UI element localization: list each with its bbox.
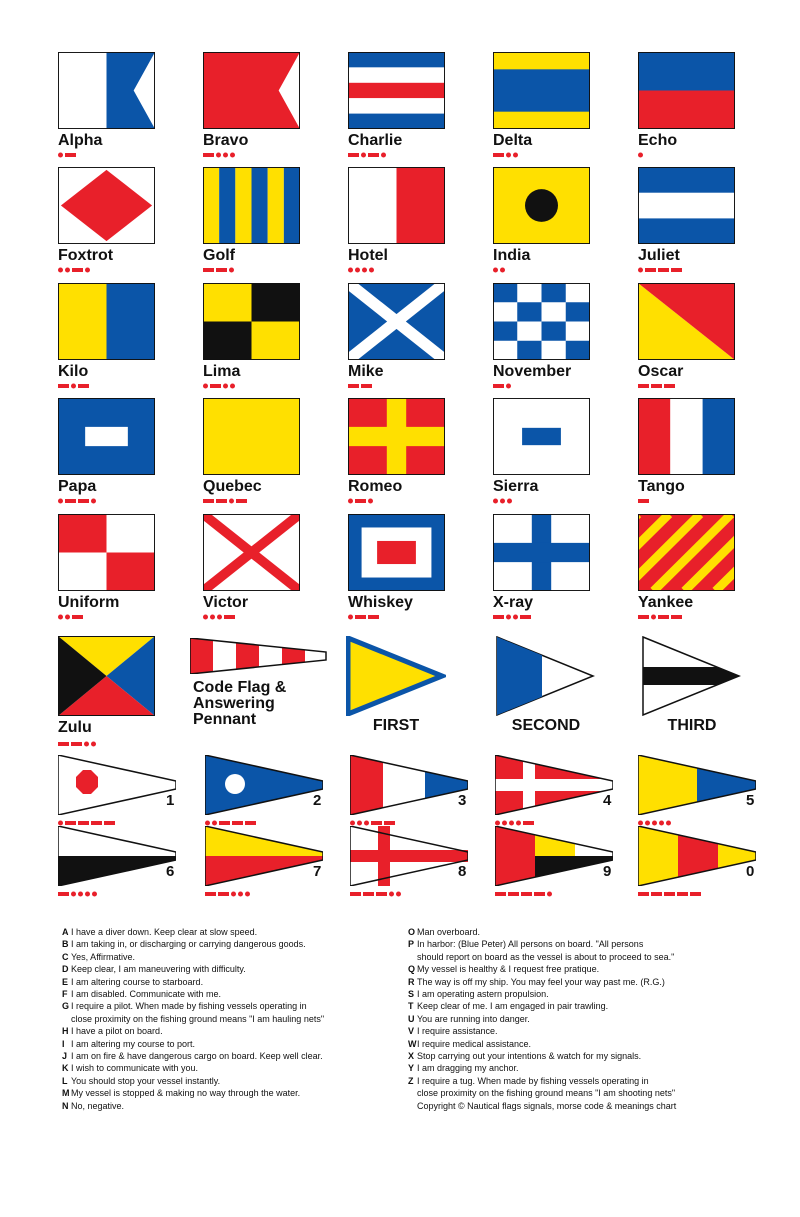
morse-o [638, 382, 686, 390]
meaning-letter: P [408, 939, 415, 950]
flag-november-icon [493, 283, 590, 360]
meaning-text: I am taking in, or discharging or carrying dangerous goods. [71, 939, 306, 950]
meaning-text: Man overboard. [417, 927, 481, 937]
numeral-pennant-9-icon [495, 826, 613, 886]
flag-name-label: Victor [203, 594, 249, 611]
meaning-text: I am operating astern propulsion. [417, 989, 549, 1000]
flag-echo-icon [638, 52, 735, 129]
meaning-text: I have a diver down. Keep clear at slow speed. [71, 927, 258, 937]
flag-name-label: Mike [348, 363, 384, 380]
meanings-left-column [62, 926, 402, 1112]
meaning-text: I am altering my course to port. [71, 1038, 196, 1049]
code-answering-pennant-icon [190, 638, 330, 674]
meaning-row [62, 1087, 402, 1099]
meaning-letter: H [62, 1026, 69, 1037]
substitute-first-label: FIRST [372, 717, 420, 734]
meaning-row [62, 1062, 402, 1074]
flag-oscar-icon [638, 283, 735, 360]
meaning-text: I am disabled. Communicate with me. [71, 989, 222, 1000]
meaning-letter: E [62, 976, 69, 987]
meaning-letter: Q [408, 964, 416, 975]
numeral-pennant-3-icon [350, 755, 468, 815]
morse-k [58, 382, 106, 390]
flag-alpha-icon [58, 52, 155, 129]
meaning-letter: T [408, 1001, 414, 1012]
meaning-letter: C [62, 951, 69, 962]
meaning-letter: S [408, 989, 415, 1000]
morse-h [348, 266, 410, 274]
morse-d [493, 151, 541, 159]
meaning-row [408, 1075, 768, 1087]
meaning-letter: K [62, 1063, 69, 1074]
meaning-row [62, 1100, 402, 1112]
flag-xray-icon [493, 514, 590, 591]
flag-yankee-icon [638, 514, 735, 591]
numeral-pennant-2-icon [205, 755, 323, 815]
flag-name-label: Golf [203, 247, 235, 264]
meaning-letter: G [62, 1001, 70, 1012]
morse-e [638, 151, 658, 159]
numeral-label: 4 [603, 792, 612, 809]
flag-india-icon [493, 167, 590, 244]
flag-name-label: Delta [493, 132, 533, 149]
substitute-third-label: THIRD [667, 717, 717, 734]
morse-a [58, 151, 92, 159]
morse-numeral-9 [495, 890, 571, 898]
flag-name-label: Sierra [493, 478, 539, 495]
morse-numeral-7 [205, 890, 281, 898]
morse-n [493, 382, 527, 390]
meaning-row [408, 1062, 768, 1074]
morse-x [493, 613, 555, 621]
flag-lima-icon [203, 283, 300, 360]
meaning-text: close proximity on the fishing ground means "I am hauling nets" [71, 1013, 325, 1024]
morse-l [203, 382, 265, 390]
flag-name-label: Charlie [348, 132, 403, 149]
meaning-row [62, 1038, 402, 1050]
meaning-row [408, 951, 768, 963]
flag-name-label: Alpha [58, 132, 103, 149]
meaning-row [62, 938, 402, 950]
meaning-row [62, 926, 402, 938]
flag-name-label: Quebec [203, 478, 262, 495]
meaning-text: Yes, Affirmative. [71, 951, 136, 962]
numeral-pennant-1-icon [58, 755, 176, 815]
numeral-label: 6 [166, 863, 175, 880]
meaning-text: My vessel is stopped & making no way through the water. [71, 1088, 301, 1099]
flag-mike-icon [348, 283, 445, 360]
flag-name-label: Echo [638, 132, 678, 149]
meaning-text: I am on fire & have dangerous cargo on board. Keep well clear. [71, 1051, 323, 1062]
morse-b [203, 151, 265, 159]
meaning-text: Keep clear of me. I am engaged in pair trawling. [417, 1001, 609, 1012]
flag-name-label: Juliet [638, 247, 680, 264]
numeral-pennant-7-icon [205, 826, 323, 886]
flag-name-label: Bravo [203, 132, 249, 149]
flag-name-label: Romeo [348, 478, 403, 495]
flag-papa-icon [58, 398, 155, 475]
flag-golf-icon [203, 167, 300, 244]
morse-numeral-8 [350, 890, 426, 898]
numeral-label: 3 [458, 792, 467, 809]
meaning-text: Copyright © Nautical flags signals, morse code & meanings chart [417, 1100, 677, 1111]
meaning-row [408, 1100, 768, 1112]
meaning-letter: U [408, 1013, 415, 1024]
meaning-row [62, 1013, 402, 1025]
flag-bravo-icon [203, 52, 300, 129]
numeral-pennant-4-icon [495, 755, 613, 815]
flag-name-label: Papa [58, 478, 97, 495]
flag-hotel-icon [348, 167, 445, 244]
meaning-letter: J [62, 1051, 68, 1062]
meaning-letter: O [408, 927, 416, 937]
flag-name-label: Uniform [58, 594, 120, 611]
meaning-text: The way is off my ship. You may feel your way past me. (R.G.) [417, 976, 665, 987]
flag-uniform-icon [58, 514, 155, 591]
meaning-letter: X [408, 1051, 415, 1062]
meaning-row [408, 1038, 768, 1050]
morse-f [58, 266, 120, 274]
meaning-row [62, 1075, 402, 1087]
morse-z [58, 740, 120, 748]
numeral-pennant-8-icon [350, 826, 468, 886]
meaning-letter: I [62, 1038, 65, 1049]
meaning-row [62, 1000, 402, 1012]
meaning-text: I am dragging my anchor. [417, 1063, 519, 1074]
numeral-pennant-0-icon [638, 826, 756, 886]
numeral-label: 0 [746, 863, 755, 880]
flag-kilo-icon [58, 283, 155, 360]
morse-numeral-0 [638, 890, 714, 898]
meaning-letter: Z [408, 1075, 414, 1086]
numeral-label: 2 [313, 792, 322, 809]
flag-name-label: Whiskey [348, 594, 413, 611]
meaning-letter: F [62, 989, 68, 1000]
morse-i [493, 266, 527, 274]
meaning-text: I require medical assistance. [417, 1038, 532, 1049]
meaning-row [62, 1025, 402, 1037]
meaning-row [62, 951, 402, 963]
meaning-text: I wish to communicate with you. [71, 1063, 199, 1074]
meaning-text: I require a pilot. When made by fishing vessels operating in [71, 1001, 307, 1012]
flag-name-label: Hotel [348, 247, 388, 264]
second-substitute-icon [496, 636, 596, 716]
numeral-pennant-6-icon [58, 826, 176, 886]
third-substitute-icon [642, 636, 742, 716]
meaning-text: You are running into danger. [417, 1013, 530, 1024]
meaning-row [408, 1013, 768, 1025]
flag-whiskey-icon [348, 514, 445, 591]
meaning-row [62, 1050, 402, 1062]
morse-m [348, 382, 382, 390]
morse-w [348, 613, 396, 621]
morse-numeral-6 [58, 890, 134, 898]
meaning-text: close proximity on the fishing ground means "I am shooting nets" [417, 1088, 676, 1099]
numeral-label: 5 [746, 792, 755, 809]
morse-c [348, 151, 410, 159]
morse-t [638, 497, 658, 505]
flag-name-label: Oscar [638, 363, 684, 380]
meaning-letter: R [408, 976, 415, 987]
meaning-row [408, 963, 768, 975]
meaning-text: I have a pilot on board. [71, 1026, 163, 1037]
meaning-letter: Y [408, 1063, 415, 1074]
flag-name-label: Kilo [58, 363, 89, 380]
meaning-letter: W [408, 1038, 417, 1049]
numeral-label: 9 [603, 863, 612, 880]
meaning-row [408, 926, 768, 938]
meaning-row [62, 988, 402, 1000]
meaning-row [408, 1000, 768, 1012]
meaning-text: Stop carrying out your intentions & watch for my signals. [417, 1051, 642, 1062]
flag-quebec-icon [203, 398, 300, 475]
morse-y [638, 613, 700, 621]
morse-g [203, 266, 251, 274]
flag-charlie-icon [348, 52, 445, 129]
morse-q [203, 497, 265, 505]
numeral-label: 1 [166, 792, 175, 809]
meaning-text: In harbor: (Blue Peter) All persons on board. "All persons [417, 939, 644, 950]
meaning-row [408, 1025, 768, 1037]
meaning-row [408, 1050, 768, 1062]
flag-name-label: November [493, 363, 572, 380]
flag-name-label: Foxtrot [58, 247, 114, 264]
flag-victor-icon [203, 514, 300, 591]
meanings-right-column [408, 926, 768, 1112]
meaning-row [408, 1087, 768, 1099]
flag-romeo-icon [348, 398, 445, 475]
meaning-row [62, 963, 402, 975]
flag-name-label: X-ray [493, 594, 534, 611]
meaning-row [408, 976, 768, 988]
meaning-letter: N [62, 1100, 69, 1111]
meaning-text: should report on board as the vessel is about to proceed to sea." [417, 951, 675, 962]
flag-zulu-icon [58, 636, 155, 716]
flag-name-label: Zulu [58, 719, 92, 736]
flag-name-label: Yankee [638, 594, 694, 611]
flag-name-label: Tango [638, 478, 685, 495]
flag-sierra-icon [493, 398, 590, 475]
meaning-text: My vessel is healthy & I request free pratique. [417, 964, 600, 975]
flag-tango-icon [638, 398, 735, 475]
meaning-letter: A [62, 927, 69, 937]
meaning-text: I require assistance. [417, 1026, 498, 1037]
meaning-letter: D [62, 964, 69, 975]
numeral-label: 8 [458, 863, 467, 880]
meaning-row [408, 938, 768, 950]
flag-foxtrot-icon [58, 167, 155, 244]
substitute-second-label: SECOND [511, 717, 581, 734]
morse-r [348, 497, 396, 505]
meaning-row [408, 988, 768, 1000]
morse-u [58, 613, 106, 621]
meaning-letter: M [62, 1088, 70, 1099]
morse-s [493, 497, 541, 505]
flag-name-label: India [493, 247, 531, 264]
meaning-letter: L [62, 1075, 68, 1086]
code-flag-label: Code Flag & Answering Pennant [193, 679, 287, 728]
meaning-text: I am altering course to starboard. [71, 976, 204, 987]
morse-v [203, 613, 265, 621]
numeral-pennant-5-icon [638, 755, 756, 815]
flag-juliet-icon [638, 167, 735, 244]
morse-j [638, 266, 700, 274]
morse-p [58, 497, 120, 505]
meaning-text: You should stop your vessel instantly. [71, 1075, 221, 1086]
meaning-letter: V [408, 1026, 415, 1037]
numeral-label: 7 [313, 863, 322, 880]
meaning-text: I require a tug. When made by fishing vessels operating in [417, 1075, 649, 1086]
flag-delta-icon [493, 52, 590, 129]
first-substitute-icon [346, 636, 446, 716]
flag-name-label: Lima [203, 363, 241, 380]
meaning-letter: B [62, 939, 69, 950]
meaning-text: Keep clear, I am maneuvering with difficulty. [71, 964, 246, 975]
meaning-text: No, negative. [71, 1100, 125, 1111]
meaning-row [62, 976, 402, 988]
